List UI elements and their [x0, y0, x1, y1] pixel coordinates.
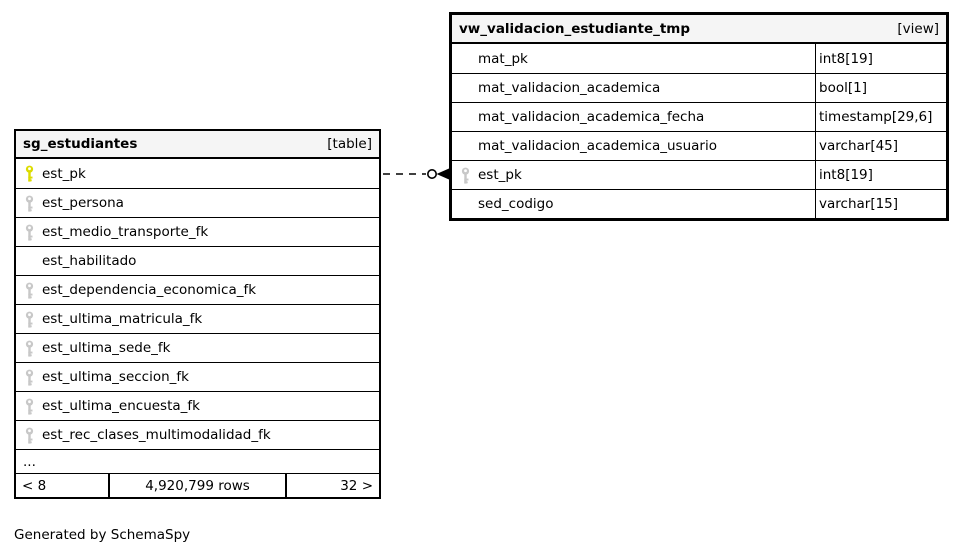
column-list	[16, 159, 379, 449]
foreign-key-icon	[24, 427, 35, 444]
column-row-est_dependencia_economica_fk	[16, 275, 379, 304]
column-row-est_pk	[452, 160, 946, 189]
column-name-cell	[452, 103, 815, 131]
table-footer	[16, 473, 379, 497]
key-cell	[16, 427, 42, 444]
key-cell	[16, 224, 42, 241]
column-name-cell	[452, 190, 815, 218]
column-name: est_ultima_sede_fk	[42, 340, 171, 356]
key-cell	[16, 195, 42, 212]
column-type: varchar[45]	[815, 132, 946, 160]
column-list	[452, 44, 946, 218]
column-name: est_dependencia_economica_fk	[42, 282, 257, 298]
column-type: int8[19]	[815, 161, 946, 189]
table-kind-label: [table]	[327, 136, 372, 152]
primary-key-icon	[24, 165, 35, 182]
column-name: mat_validacion_academica_usuario	[478, 138, 717, 154]
column-row-mat_validacion_academica	[452, 73, 946, 102]
key-cell	[452, 167, 478, 184]
column-type: timestamp[29,6]	[815, 103, 946, 131]
column-name: mat_validacion_academica_fecha	[478, 109, 705, 125]
relationship-connector-icon	[381, 166, 449, 182]
column-name: mat_pk	[478, 50, 528, 67]
column-row-est_rec_clases_multimodalidad_fk	[16, 420, 379, 449]
key-cell	[16, 369, 42, 386]
row-count: 4,920,799 rows	[108, 474, 285, 497]
column-type: int8[19]	[815, 44, 946, 73]
column-name: est_ultima_seccion_fk	[42, 369, 189, 385]
foreign-key-icon	[24, 282, 35, 299]
column-name: mat_validacion_academica	[478, 80, 661, 96]
column-row-sed_codigo	[452, 189, 946, 218]
column-name: est_habilitado	[42, 253, 137, 269]
column-name: est_pk	[42, 165, 86, 182]
column-name: sed_codigo	[478, 196, 554, 212]
column-name-cell	[452, 132, 815, 160]
column-type: varchar[15]	[815, 190, 946, 218]
foreign-key-icon	[24, 369, 35, 386]
table-kind-label: [view]	[897, 20, 939, 37]
column-name: est_ultima_encuesta_fk	[42, 398, 200, 414]
ellipsis-row: ...	[16, 449, 379, 473]
column-row-est_ultima_matricula_fk	[16, 304, 379, 333]
table-header[interactable]	[452, 15, 946, 44]
foreign-key-icon	[24, 224, 35, 241]
column-name-cell	[452, 44, 815, 73]
column-row-mat_pk	[452, 44, 946, 73]
table-name: vw_validacion_estudiante_tmp	[459, 20, 691, 37]
key-cell	[16, 398, 42, 415]
table-name: sg_estudiantes	[23, 136, 138, 152]
foreign-key-icon	[24, 195, 35, 212]
entity-sg-estudiantes	[14, 129, 381, 499]
generated-by-credit: Generated by SchemaSpy	[14, 527, 191, 543]
column-name: est_rec_clases_multimodalidad_fk	[42, 427, 271, 443]
foreign-key-icon	[24, 311, 35, 328]
table-header[interactable]	[16, 131, 379, 159]
foreign-key-icon	[24, 398, 35, 415]
key-cell	[16, 311, 42, 328]
column-type: bool[1]	[815, 74, 946, 102]
column-row-est_ultima_sede_fk	[16, 333, 379, 362]
column-row-est_ultima_seccion_fk	[16, 362, 379, 391]
column-name: est_ultima_matricula_fk	[42, 311, 203, 327]
foreign-key-icon	[24, 340, 35, 357]
column-row-est_pk	[16, 159, 379, 188]
key-cell	[16, 165, 42, 182]
related-right-count: 32 >	[285, 474, 379, 497]
column-name: est_persona	[42, 195, 124, 211]
column-name-cell	[452, 74, 815, 102]
column-row-est_habilitado	[16, 246, 379, 275]
column-row-mat_validacion_academica_fecha	[452, 102, 946, 131]
entity-vw-validacion-estudiante-tmp	[449, 12, 949, 221]
related-left-count: < 8	[22, 477, 47, 494]
column-row-mat_validacion_academica_usuario	[452, 131, 946, 160]
column-name-cell	[452, 161, 815, 189]
foreign-key-icon	[460, 167, 471, 184]
column-name: est_medio_transporte_fk	[42, 224, 209, 240]
column-name: est_pk	[478, 167, 522, 183]
column-row-est_ultima_encuesta_fk	[16, 391, 379, 420]
key-cell	[16, 340, 42, 357]
key-cell	[16, 282, 42, 299]
column-row-est_medio_transporte_fk	[16, 217, 379, 246]
column-row-est_persona	[16, 188, 379, 217]
